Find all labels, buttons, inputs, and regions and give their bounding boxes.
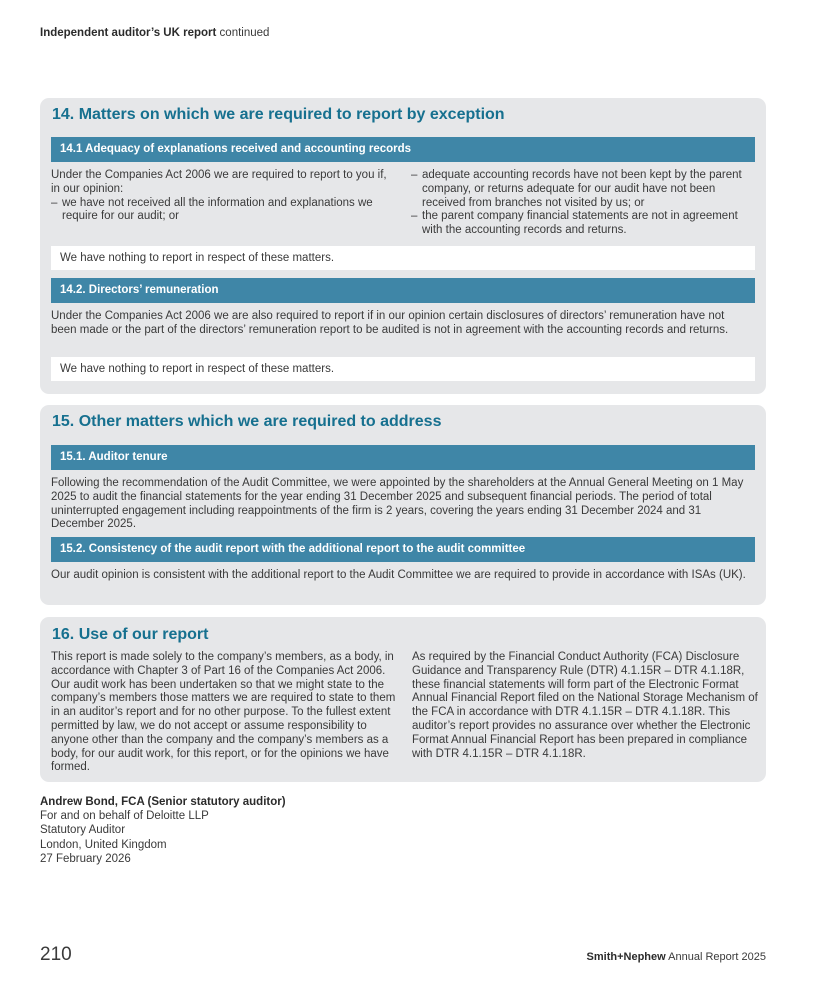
running-header-continued: continued — [219, 27, 270, 39]
section-16-panel — [40, 617, 766, 782]
section-14-2-body: Under the Companies Act 2006 we are also required to report if in our opinion certain disclosures of directors’ remuneration have not been made or the part of the directors’ remuneration report to be audited is not in agreement with the accounting records and returns. — [51, 310, 729, 336]
section-14-1-intro: Under the Companies Act 2006 we are required to report to you if, in our opinion: — [51, 169, 387, 195]
section-15-2-heading: 15.2. Consistency of the audit report with the additional report to the audit committee — [51, 537, 755, 562]
list-item: – adequate accounting records have not been kept by the parent company, or returns adequate for our audit have not been received from branches not visited by us; or — [411, 169, 757, 210]
section-15-panel — [40, 405, 766, 605]
section-14-1-left-column — [51, 169, 397, 224]
signoff-line-firm: For and on behalf of Deloitte LLP — [40, 810, 209, 823]
section-15-title: 15. Other matters which we are required to address — [52, 413, 442, 430]
auditor-name: Andrew Bond, FCA (Senior statutory auditor) — [40, 796, 286, 808]
running-header-title: Independent auditor’s UK report — [40, 27, 217, 39]
section-15-1-body: Following the recommendation of the Audit Committee, we were appointed by the shareholders at the Annual General Meeting on 1 May 2025 to audit the financial statements for the year ending 31 December 2025 and subsequent financial periods. The period of total uninterrupted engagement including reappointments of the firm is 2 years, covering the years ending 31 December 2024 and 31 December 2025. — [51, 477, 744, 531]
auditor-signoff — [40, 795, 286, 866]
page-number: 210 — [40, 944, 72, 965]
signoff-line-location: London, United Kingdom — [40, 838, 167, 851]
footer-brand: Smith+Nephew — [586, 951, 666, 963]
section-14-1-note: We have nothing to report in respect of these matters. — [51, 246, 755, 270]
section-16-left-column: This report is made solely to the company’s members, as a body, in accordance with Chapter 3 of Part 16 of the Companies Act 2006. Our audit work has been undertaken so that we might state to the company’s members those matters we are required to state to them in an auditor’s report and for no other purpose. To the fullest extent permitted by law, we do not accept or assume responsibility to anyone other than the company and the company’s members as a body, for our audit work, for this report, or for the opinions we have formed. — [51, 651, 396, 774]
section-14-1-right-column — [411, 169, 757, 238]
section-14-1-heading: 14.1 Adequacy of explanations received and accounting records — [51, 137, 755, 162]
section-14-2-note: We have nothing to report in respect of these matters. — [51, 357, 755, 381]
footer-report-title: Annual Report 2025 — [668, 951, 766, 963]
section-16-title: 16. Use of our report — [52, 626, 209, 643]
list-item: – the parent company financial statements are not in agreement with the accounting records and returns. — [411, 210, 757, 238]
signoff-line-role: Statutory Auditor — [40, 824, 126, 837]
list-item: – we have not received all the information and explanations we require for our audit; or — [51, 197, 397, 225]
section-14-1-left-list — [51, 197, 397, 225]
footer-publication — [587, 951, 766, 963]
section-15-1-heading: 15.1. Auditor tenure — [51, 445, 755, 470]
section-14-1-right-list — [411, 169, 757, 238]
section-15-2-body: Our audit opinion is consistent with the additional report to the Audit Committee we are required to provide in accordance with ISAs (UK). — [51, 569, 746, 581]
signoff-line-date: 27 February 2026 — [40, 852, 131, 865]
section-16-right-column: As required by the Financial Conduct Authority (FCA) Disclosure Guidance and Transparency Rule (DTR) 4.1.15R – DTR 4.1.18R, these financial statements will form part of the Electronic Format Annual Financial Report filed on the National Storage Mechanism of the FCA in accordance with DTR 4.1.15R – DTR 4.1.18R. This auditor’s report provides no assurance over whether the Electronic Format Annual Financial Report has been prepared in compliance with DTR 4.1.15R – DTR 4.1.18R. — [412, 651, 758, 760]
section-14-title: 14. Matters on which we are required to report by exception — [52, 106, 505, 123]
running-header — [40, 27, 269, 39]
section-14-panel — [40, 98, 766, 394]
section-14-2-heading: 14.2. Directors’ remuneration — [51, 278, 755, 303]
